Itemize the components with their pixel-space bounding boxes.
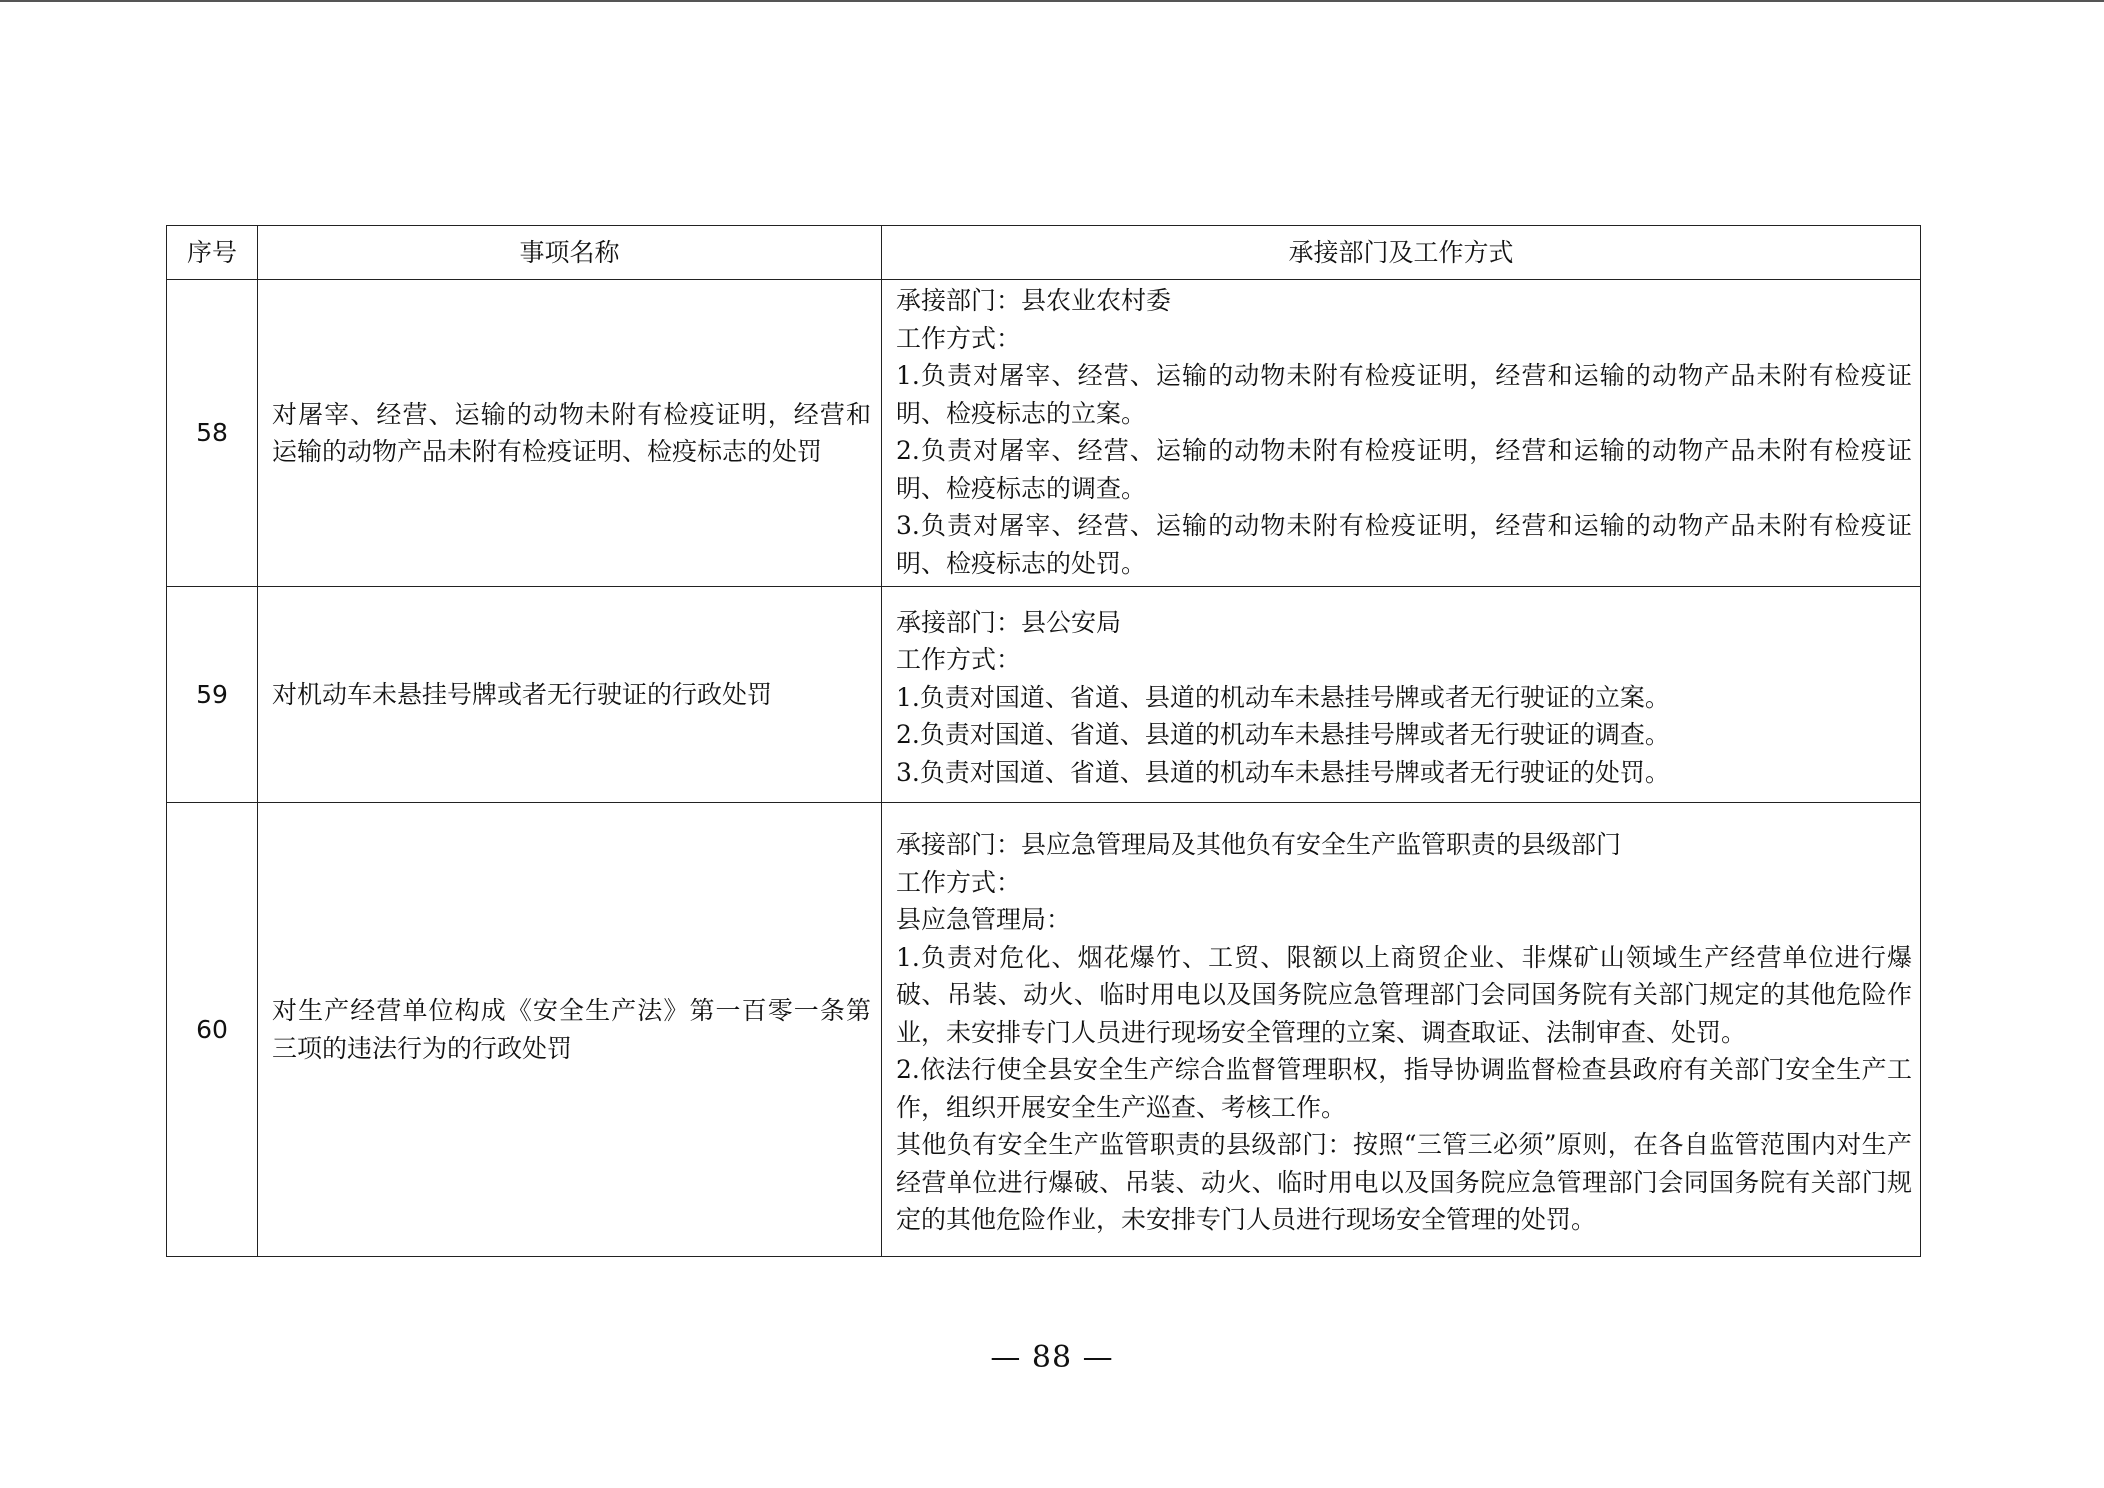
header-dept-method: 承接部门及工作方式	[882, 226, 1921, 280]
detail-line: 工作方式：	[896, 645, 1022, 675]
header-item-name: 事项名称	[258, 226, 882, 280]
detail-line: 3.负责对屠宰、经营、运输的动物未附有检疫证明，经营和运输的动物产品未附有检疫证明、检疫标志的处罚。	[896, 511, 1912, 578]
detail-line: 2.负责对屠宰、经营、运输的动物未附有检疫证明，经营和运输的动物产品未附有检疫证明、检疫标志的调查。	[896, 436, 1912, 503]
row-seq: 60	[167, 803, 258, 1257]
page-top-rule	[0, 0, 2104, 2]
table-row	[167, 803, 1921, 1257]
table-row	[167, 587, 1921, 803]
row-item-name: 对机动车未悬挂号牌或者无行驶证的行政处罚	[258, 587, 882, 803]
detail-line: 工作方式：	[896, 323, 1022, 353]
row-item-name: 对生产经营单位构成《安全生产法》第一百零一条第三项的违法行为的行政处罚	[258, 803, 882, 1257]
detail-line: 1.负责对危化、烟花爆竹、工贸、限额以上商贸企业、非煤矿山领域生产经营单位进行爆破、吊装、动火、临时用电以及国务院应急管理部门会同国务院有关部门规定的其他危险作业，未安排专门人员进行现场安全管理的立案、调查取证、法制审查、处罚。	[896, 942, 1912, 1047]
detail-line: 工作方式：	[896, 867, 1022, 897]
detail-line: 承接部门：县公安局	[896, 607, 1122, 637]
row-details	[882, 280, 1921, 587]
detail-line: 县应急管理局：	[896, 905, 1072, 935]
detail-line: 1.负责对屠宰、经营、运输的动物未附有检疫证明，经营和运输的动物产品未附有检疫证明、检疫标志的立案。	[896, 361, 1912, 428]
detail-line: 2.负责对国道、省道、县道的机动车未悬挂号牌或者无行驶证的调查。	[896, 720, 1670, 750]
table-row	[167, 280, 1921, 587]
table-header-row	[167, 226, 1921, 280]
row-seq: 59	[167, 587, 258, 803]
detail-line: 承接部门：县应急管理局及其他负有安全生产监管职责的县级部门	[896, 830, 1622, 860]
detail-line: 其他负有安全生产监管职责的县级部门：按照“三管三必须”原则，在各自监管范围内对生产经营单位进行爆破、吊装、动火、临时用电以及国务院应急管理部门会同国务院有关部门规定的其他危险作业，未安排专门人员进行现场安全管理的处罚。	[896, 1130, 1912, 1235]
row-seq: 58	[167, 280, 258, 587]
row-item-name: 对屠宰、经营、运输的动物未附有检疫证明，经营和运输的动物产品未附有检疫证明、检疫标志的处罚	[258, 280, 882, 587]
page-number: — 88 —	[990, 1340, 1114, 1375]
items-table	[166, 225, 1921, 1257]
detail-line: 3.负责对国道、省道、县道的机动车未悬挂号牌或者无行驶证的处罚。	[896, 757, 1670, 787]
header-seq: 序号	[167, 226, 258, 280]
detail-line: 承接部门：县农业农村委	[896, 286, 1172, 315]
detail-line: 1.负责对国道、省道、县道的机动车未悬挂号牌或者无行驶证的立案。	[896, 682, 1670, 712]
detail-line: 2.依法行使全县安全生产综合监督管理职权，指导协调监督检查县政府有关部门安全生产工作，组织开展安全生产巡查、考核工作。	[896, 1055, 1912, 1122]
row-details	[882, 587, 1921, 803]
row-details	[882, 803, 1921, 1257]
